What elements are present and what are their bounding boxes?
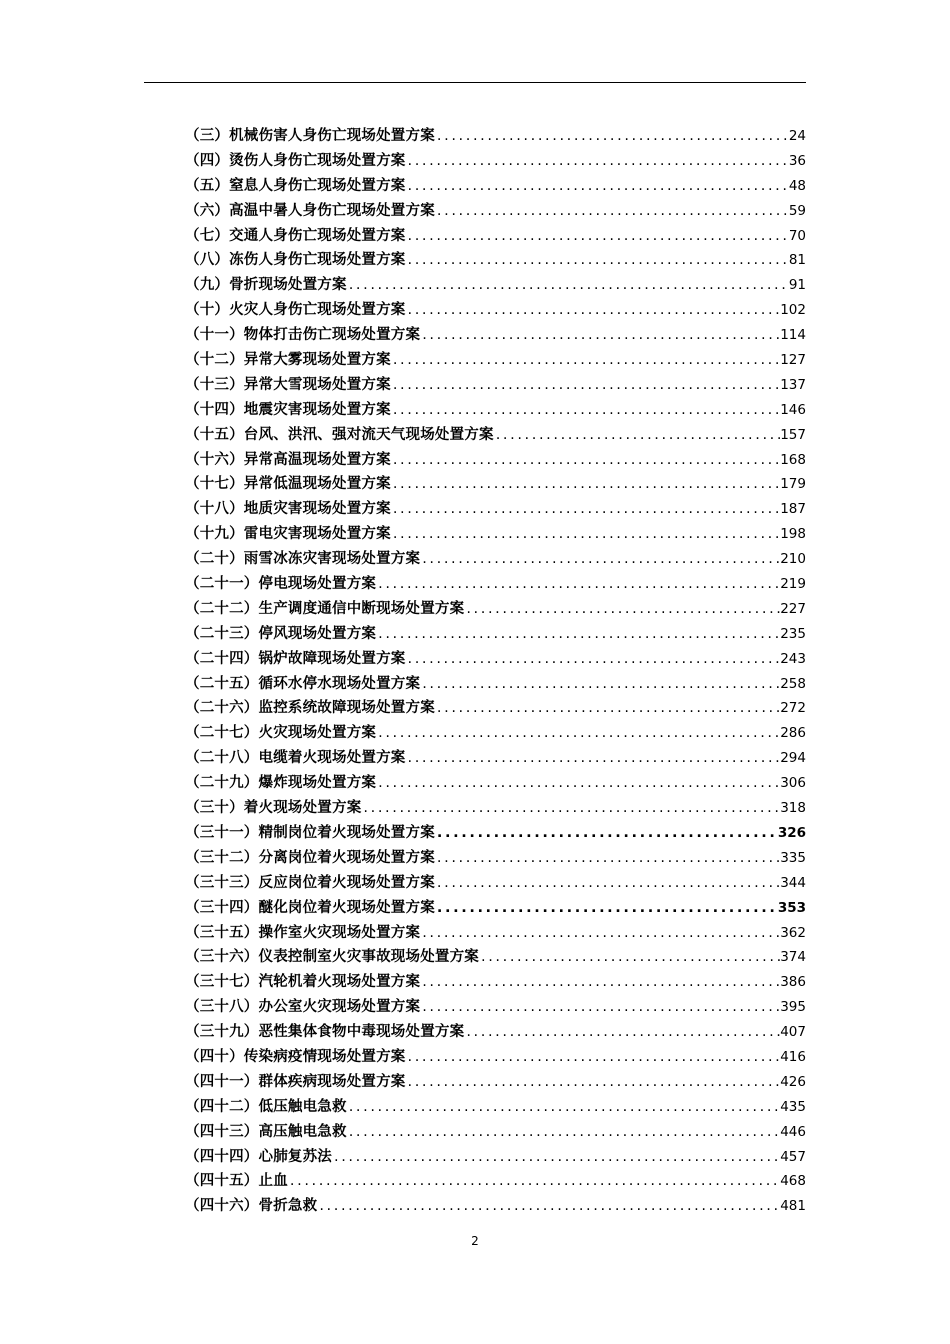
toc-entry-title: （三十三）反应岗位着火现场处置方案 [185, 874, 435, 891]
header-rule [144, 82, 806, 83]
toc-entry-page-number: 362 [780, 924, 806, 941]
toc-entry-title: （二十二）生产调度通信中断现场处置方案 [185, 600, 465, 617]
toc-entry[interactable] [185, 1145, 806, 1170]
toc-dot-leader [391, 501, 780, 517]
toc-entry[interactable] [185, 871, 806, 896]
toc-entry-page-number: 318 [780, 800, 806, 817]
toc-entry[interactable] [185, 199, 806, 224]
toc-entry-title: （十二）异常大雾现场处置方案 [185, 352, 391, 369]
toc-dot-leader [435, 850, 780, 866]
toc-entry-title: （二十一）停电现场处置方案 [185, 576, 377, 593]
toc-entry-page-number: 272 [780, 700, 806, 717]
toc-entry-page-number: 446 [780, 1123, 806, 1140]
toc-dot-leader [464, 1024, 780, 1040]
toc-dot-leader [288, 1173, 780, 1189]
toc-dot-leader [391, 476, 780, 492]
toc-entry-page-number: 59 [788, 202, 806, 219]
toc-entry-title: （三十九）恶性集体食物中毒现场处置方案 [185, 1024, 465, 1041]
toc-entry-title: （三十六）仪表控制室火灾事故现场处置方案 [185, 949, 479, 966]
toc-entry[interactable] [185, 348, 806, 373]
toc-entry-page-number: 416 [780, 1048, 806, 1065]
toc-dot-leader [391, 526, 780, 542]
toc-entry-page-number: 91 [788, 277, 806, 294]
toc-entry-title: （十）火灾人身伤亡现场处置方案 [185, 302, 406, 319]
toc-entry-page-number: 48 [788, 177, 806, 194]
toc-entry-title: （二十八）电缆着火现场处置方案 [185, 750, 406, 767]
toc-entry-title: （八）冻伤人身伤亡现场处置方案 [185, 252, 406, 269]
toc-dot-leader [420, 676, 780, 692]
toc-entry[interactable] [185, 696, 806, 721]
toc-entry[interactable] [185, 597, 806, 622]
toc-entry-page-number: 481 [780, 1198, 806, 1215]
toc-entry-title: （二十）雨雪冰冻灾害现场处置方案 [185, 551, 421, 568]
toc-entry-page-number: 335 [780, 849, 806, 866]
toc-entry-page-number: 198 [780, 526, 806, 543]
toc-entry[interactable] [185, 647, 806, 672]
toc-dot-leader [406, 153, 789, 169]
toc-entry-page-number: 157 [780, 426, 806, 443]
toc-entry[interactable] [185, 622, 806, 647]
toc-entry[interactable] [185, 373, 806, 398]
toc-entry[interactable] [185, 796, 806, 821]
toc-entry-page-number: 137 [780, 376, 806, 393]
toc-entry-page-number: 146 [780, 401, 806, 418]
toc-entry-title: （十一）物体打击伤亡现场处置方案 [185, 327, 421, 344]
toc-entry[interactable] [185, 448, 806, 473]
toc-entry-title: （十八）地质灾害现场处置方案 [185, 501, 391, 518]
toc-entry[interactable] [185, 1070, 806, 1095]
toc-entry[interactable] [185, 149, 806, 174]
toc-dot-leader [406, 252, 789, 268]
toc-entry[interactable] [185, 896, 806, 921]
toc-dot-leader [332, 1149, 780, 1165]
toc-entry-title: （三十一）精制岗位着火现场处置方案 [185, 824, 435, 841]
toc-dot-leader [420, 551, 780, 567]
toc-entry-page-number: 102 [780, 302, 806, 319]
toc-dot-leader [406, 750, 781, 766]
toc-dot-leader [435, 700, 780, 716]
toc-entry-page-number: 407 [780, 1024, 806, 1041]
toc-entry-page-number: 81 [788, 252, 806, 269]
toc-dot-leader [376, 725, 780, 741]
toc-entry-title: （三十四）醚化岗位着火现场处置方案 [185, 899, 435, 916]
toc-entry-title: （四十四）心肺复苏法 [185, 1148, 332, 1165]
toc-entry-title: （五）窒息人身伤亡现场处置方案 [185, 177, 406, 194]
toc-entry[interactable] [185, 472, 806, 497]
toc-entry-title: （二十六）监控系统故障现场处置方案 [185, 700, 435, 717]
toc-entry-title: （三十七）汽轮机着火现场处置方案 [185, 974, 421, 991]
toc-dot-leader [435, 203, 789, 219]
toc-entry-page-number: 258 [780, 675, 806, 692]
table-of-contents [185, 124, 806, 1219]
toc-entry-page-number: 219 [780, 576, 806, 593]
toc-dot-leader [435, 875, 780, 891]
toc-dot-leader [435, 900, 778, 916]
toc-entry-page-number: 36 [788, 152, 806, 169]
toc-entry[interactable] [185, 423, 806, 448]
toc-entry-title: （三十二）分离岗位着火现场处置方案 [185, 849, 435, 866]
toc-entry-page-number: 127 [780, 352, 806, 369]
toc-entry-page-number: 179 [780, 476, 806, 493]
toc-dot-leader [406, 1074, 781, 1090]
toc-entry[interactable] [185, 273, 806, 298]
toc-dot-leader [420, 327, 780, 343]
toc-entry-title: （四十三）高压触电急救 [185, 1123, 347, 1140]
toc-dot-leader [494, 427, 781, 443]
toc-entry[interactable] [185, 248, 806, 273]
toc-entry-title: （二十九）爆炸现场处置方案 [185, 775, 377, 792]
toc-entry-page-number: 70 [788, 227, 806, 244]
toc-entry-title: （十六）异常高温现场处置方案 [185, 451, 391, 468]
toc-entry[interactable] [185, 1120, 806, 1145]
toc-entry[interactable] [185, 522, 806, 547]
toc-dot-leader [479, 949, 780, 965]
toc-entry-page-number: 210 [780, 551, 806, 568]
toc-entry[interactable] [185, 572, 806, 597]
toc-entry[interactable] [185, 224, 806, 249]
toc-dot-leader [317, 1198, 780, 1214]
toc-entry-page-number: 457 [780, 1148, 806, 1165]
toc-entry[interactable] [185, 995, 806, 1020]
toc-entry-title: （九）骨折现场处置方案 [185, 277, 347, 294]
toc-entry-page-number: 353 [777, 899, 806, 916]
toc-dot-leader [464, 601, 780, 617]
toc-entry-title: （四十）传染病疫情现场处置方案 [185, 1048, 406, 1065]
toc-entry-page-number: 187 [780, 501, 806, 518]
toc-entry[interactable] [185, 746, 806, 771]
toc-dot-leader [376, 576, 780, 592]
toc-dot-leader [376, 626, 780, 642]
toc-entry-title: （四十五）止血 [185, 1173, 288, 1190]
toc-dot-leader [347, 277, 789, 293]
toc-entry-page-number: 326 [777, 824, 806, 841]
toc-entry-title: （十五）台风、洪汛、强对流天气现场处置方案 [185, 426, 494, 443]
toc-entry-title: （三十）着火现场处置方案 [185, 800, 362, 817]
toc-entry-title: （四十六）骨折急救 [185, 1198, 318, 1215]
toc-dot-leader [376, 775, 780, 791]
toc-entry-title: （十七）异常低温现场处置方案 [185, 476, 391, 493]
toc-entry-title: （三）机械伤害人身伤亡现场处置方案 [185, 128, 435, 144]
toc-entry[interactable] [185, 1169, 806, 1194]
toc-entry-title: （三十八）办公室火灾现场处置方案 [185, 999, 421, 1016]
toc-entry[interactable] [185, 174, 806, 199]
toc-entry-title: （二十五）循环水停水现场处置方案 [185, 675, 421, 692]
toc-entry[interactable] [185, 1020, 806, 1045]
toc-entry-title: （十四）地震灾害现场处置方案 [185, 401, 391, 418]
toc-dot-leader [347, 1124, 781, 1140]
toc-entry[interactable] [185, 945, 806, 970]
toc-entry[interactable] [185, 398, 806, 423]
toc-entry[interactable] [185, 547, 806, 572]
toc-entry-page-number: 306 [780, 775, 806, 792]
toc-entry-page-number: 344 [780, 874, 806, 891]
toc-entry[interactable] [185, 124, 806, 149]
toc-entry[interactable] [185, 323, 806, 348]
toc-entry[interactable] [185, 1194, 806, 1219]
toc-entry-title: （四十二）低压触电急救 [185, 1098, 347, 1115]
toc-entry-page-number: 426 [780, 1073, 806, 1090]
toc-dot-leader [420, 925, 780, 941]
toc-dot-leader [361, 800, 780, 816]
toc-dot-leader [347, 1099, 781, 1115]
toc-entry-title: （二十四）锅炉故障现场处置方案 [185, 650, 406, 667]
toc-entry[interactable] [185, 821, 806, 846]
toc-dot-leader [391, 402, 780, 418]
toc-entry[interactable] [185, 846, 806, 871]
toc-entry-title: （二十三）停风现场处置方案 [185, 625, 377, 642]
toc-dot-leader [406, 651, 781, 667]
toc-dot-leader [406, 228, 789, 244]
toc-entry-page-number: 386 [780, 974, 806, 991]
toc-entry[interactable] [185, 970, 806, 995]
toc-entry[interactable] [185, 721, 806, 746]
toc-dot-leader [391, 352, 780, 368]
toc-entry-page-number: 24 [788, 128, 806, 144]
toc-dot-leader [406, 178, 789, 194]
toc-entry[interactable] [185, 672, 806, 697]
toc-entry-title: （四）烫伤人身伤亡现场处置方案 [185, 152, 406, 169]
toc-entry-page-number: 435 [780, 1098, 806, 1115]
toc-dot-leader [420, 974, 780, 990]
toc-dot-leader [435, 825, 778, 841]
toc-entry-page-number: 294 [780, 750, 806, 767]
toc-entry-page-number: 468 [780, 1173, 806, 1190]
toc-entry[interactable] [185, 921, 806, 946]
toc-entry-title: （六）高温中暑人身伤亡现场处置方案 [185, 202, 435, 219]
toc-entry-title: （十三）异常大雪现场处置方案 [185, 376, 391, 393]
toc-entry-title: （四十一）群体疾病现场处置方案 [185, 1073, 406, 1090]
toc-entry-page-number: 395 [780, 999, 806, 1016]
toc-entry-title: （二十七）火灾现场处置方案 [185, 725, 377, 742]
toc-dot-leader [391, 452, 780, 468]
toc-entry-title: （三十五）操作室火灾现场处置方案 [185, 924, 421, 941]
toc-entry-page-number: 114 [780, 327, 806, 344]
toc-entry-page-number: 243 [780, 650, 806, 667]
toc-entry-page-number: 286 [780, 725, 806, 742]
page-number: 2 [471, 1234, 479, 1248]
toc-entry-page-number: 227 [780, 600, 806, 617]
toc-entry-title: （七）交通人身伤亡现场处置方案 [185, 227, 406, 244]
toc-entry[interactable] [185, 771, 806, 796]
toc-entry-page-number: 374 [780, 949, 806, 966]
toc-entry-title: （十九）雷电灾害现场处置方案 [185, 526, 391, 543]
toc-dot-leader [406, 1049, 781, 1065]
toc-dot-leader [420, 999, 780, 1015]
toc-dot-leader [406, 302, 781, 318]
toc-entry[interactable] [185, 1045, 806, 1070]
toc-entry-page-number: 235 [780, 625, 806, 642]
toc-dot-leader [435, 128, 789, 144]
toc-dot-leader [391, 377, 780, 393]
toc-entry[interactable] [185, 298, 806, 323]
toc-entry[interactable] [185, 497, 806, 522]
toc-entry[interactable] [185, 1095, 806, 1120]
toc-entry-page-number: 168 [780, 451, 806, 468]
